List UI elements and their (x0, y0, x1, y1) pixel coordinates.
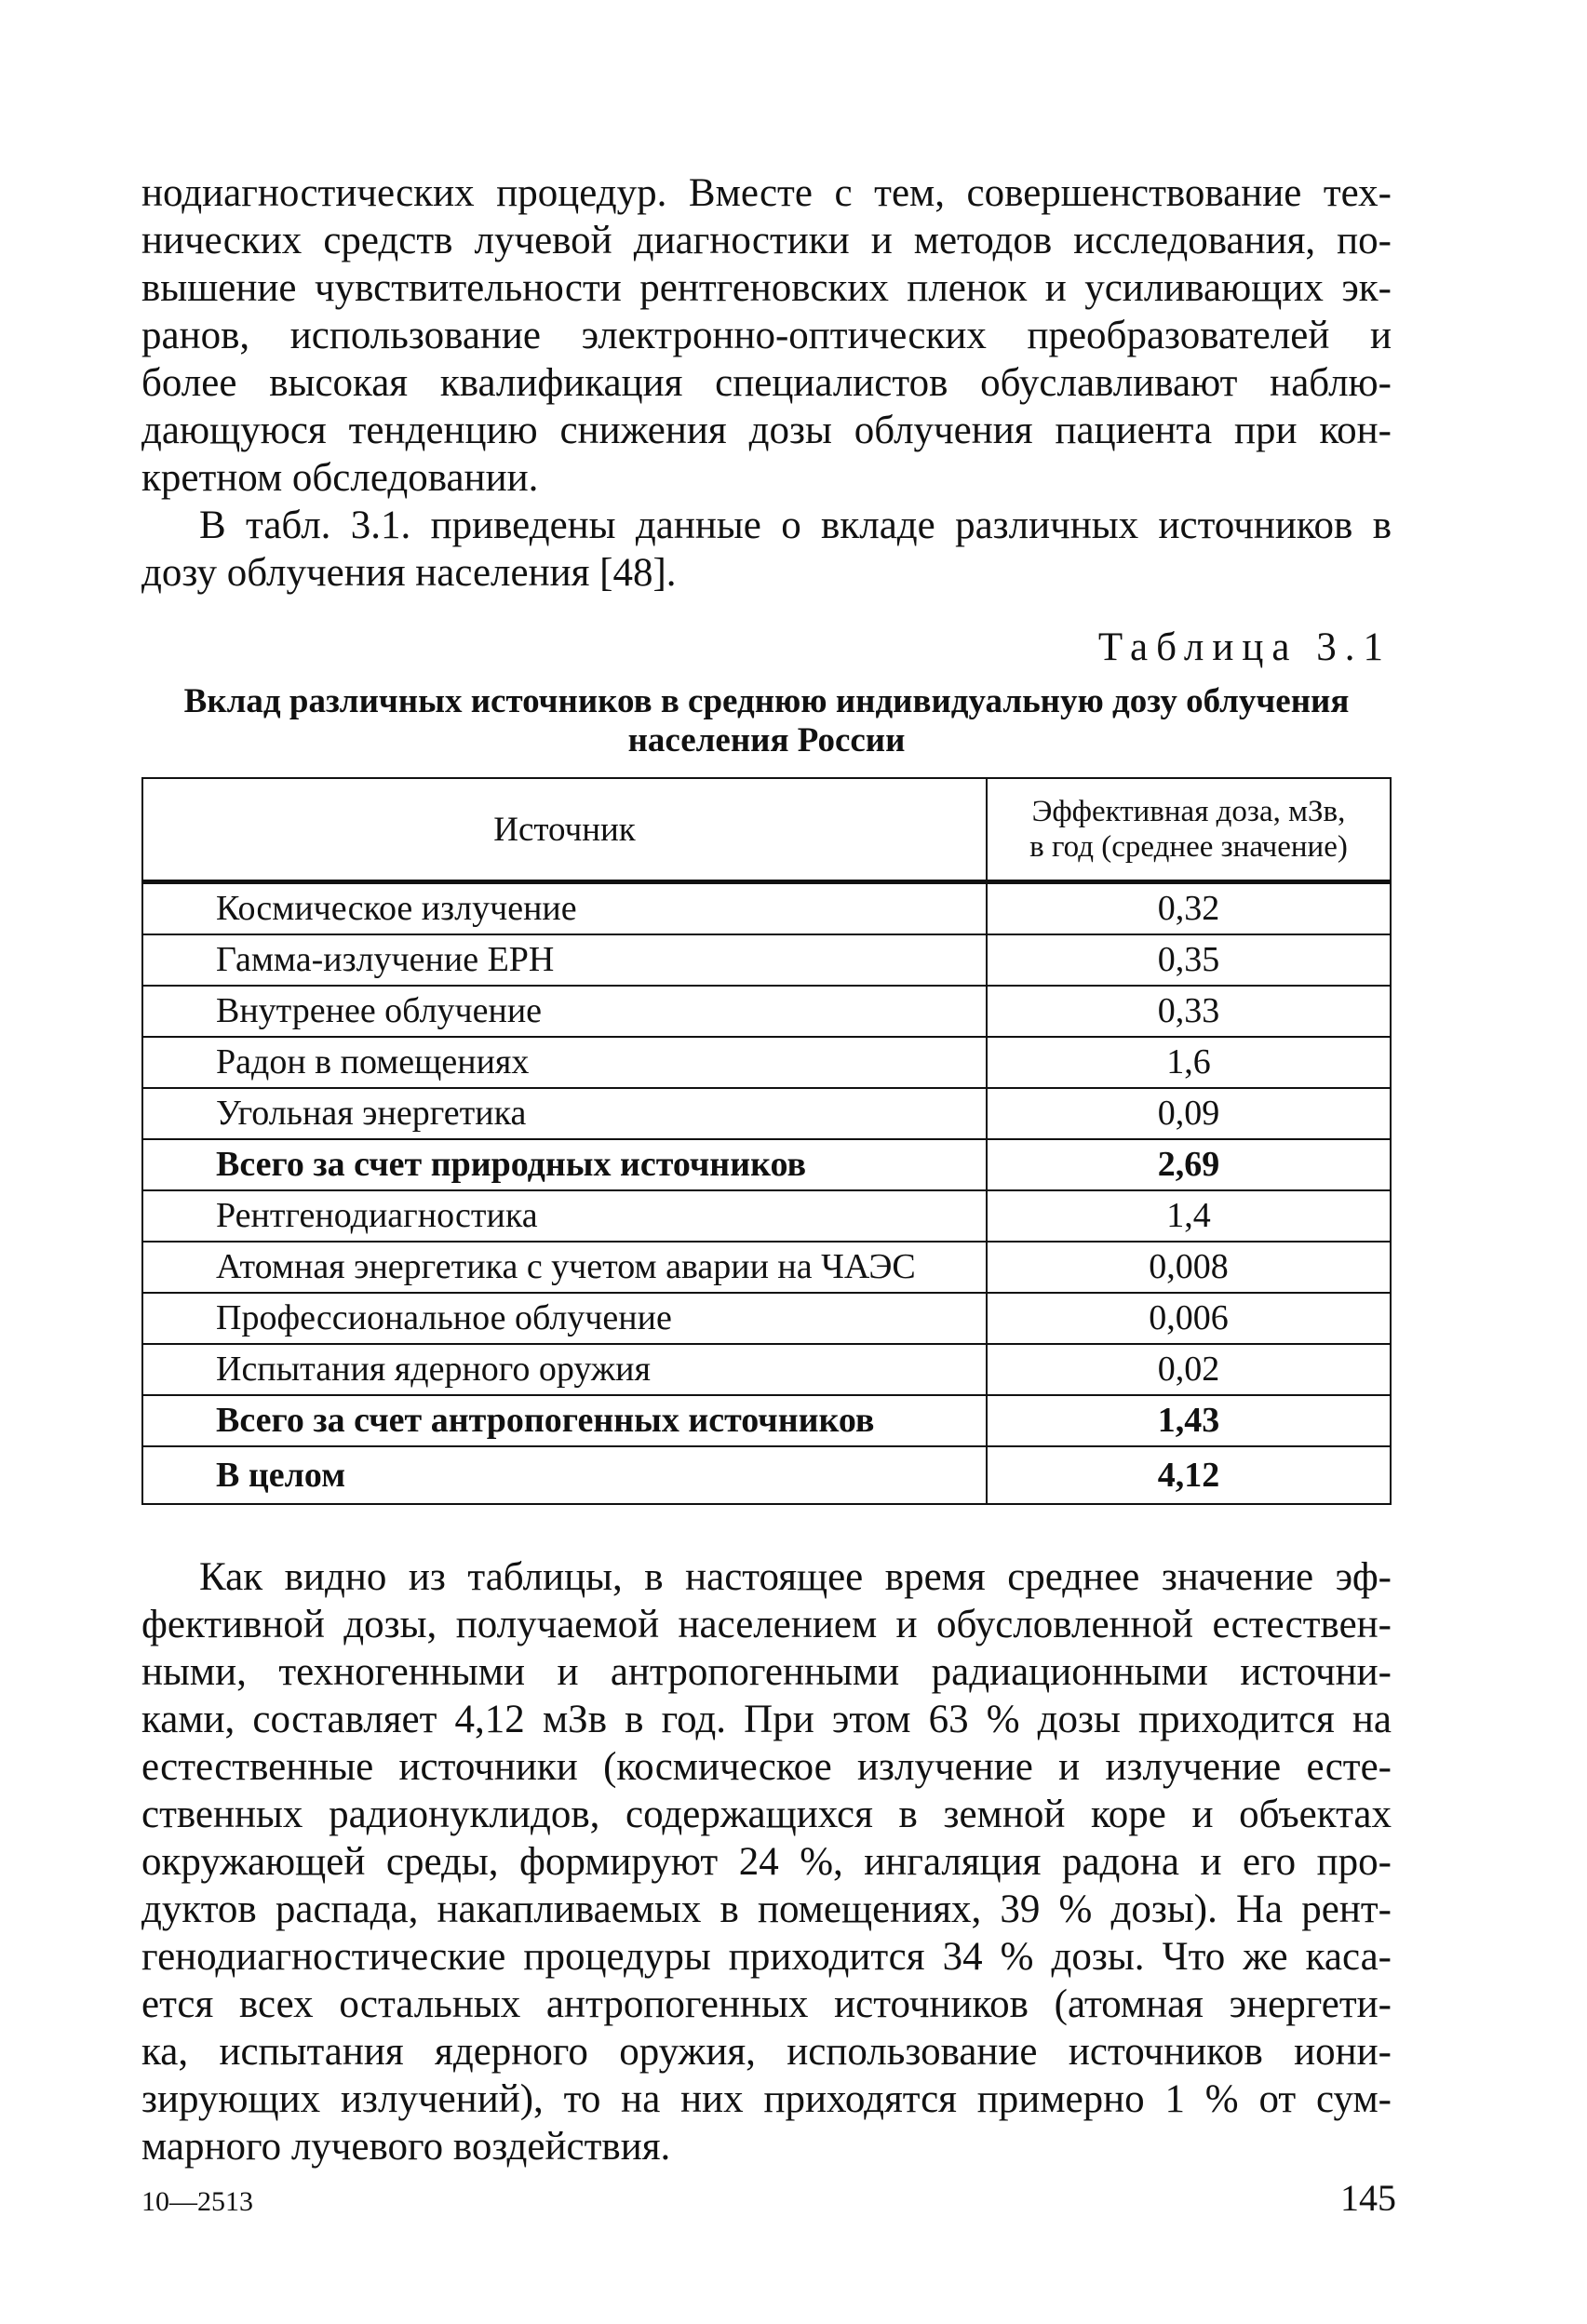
page-number: 145 (1340, 2177, 1396, 2219)
table-row (142, 1344, 1391, 1395)
table-row (142, 1037, 1391, 1088)
table-title-line: Вклад различных источников в среднюю индивидуальную дозу облучения (183, 682, 1350, 720)
body-paragraph (141, 1553, 1392, 2170)
dose-cell: 1,4 (987, 1190, 1391, 1242)
intro-paragraph (141, 169, 1392, 502)
dose-table (141, 777, 1392, 1505)
source-cell: Испытания ядерного оружия (142, 1344, 987, 1395)
dose-cell: 2,69 (987, 1139, 1391, 1190)
text-line: ется всех остальных антропогенных источников (атомная энергети- (141, 1982, 1392, 2026)
table-row (142, 1088, 1391, 1139)
text-line: ранов, использование электронно-оптических преобразователей и (141, 314, 1392, 357)
text-line: марного лучевого воздействия. (141, 2125, 671, 2169)
dose-cell: 4,12 (987, 1446, 1391, 1504)
text-line: ными, техногенными и антропогенными радиационными источни- (141, 1650, 1392, 1694)
table-title-line: населения России (627, 721, 906, 759)
text-line: ка, испытания ядерного оружия, использование источников иони- (141, 2030, 1392, 2074)
text-line: более высокая квалификация специалистов обуславливают наблю- (141, 361, 1392, 405)
text-line: дозу облучения населения [48]. (141, 551, 677, 595)
text-line: кретном обследовании. (141, 456, 539, 500)
subtotal-row-natural (142, 1139, 1391, 1190)
text-line: зирующих излучений), то на них приходятся примерно 1 % от сум- (141, 2077, 1392, 2121)
dose-cell: 1,43 (987, 1395, 1391, 1446)
text-line: окружающей среды, формируют 24 %, ингаляция радона и его про- (141, 1840, 1392, 1884)
table-row (142, 1190, 1391, 1242)
dose-cell: 0,09 (987, 1088, 1391, 1139)
source-cell: Атомная энергетика с учетом аварии на ЧАЭС (142, 1242, 987, 1293)
table-row (142, 1293, 1391, 1344)
text-line: нических средств лучевой диагностики и методов исследования, по- (141, 219, 1392, 262)
text-line: В табл. 3.1. приведены данные о вкладе различных источников в (199, 504, 1392, 547)
table-row (142, 1242, 1391, 1293)
dose-cell: 1,6 (987, 1037, 1391, 1088)
source-cell: Угольная энергетика (142, 1088, 987, 1139)
text-line: ками, составляет 4,12 мЗв в год. При этом 63 % дозы приходится на (141, 1698, 1392, 1741)
source-cell: Гамма-излучение ЕРН (142, 934, 987, 986)
column-header-source: Источник (142, 778, 987, 882)
text-line: дающуюся тенденцию снижения дозы облучения пациента при кон- (141, 409, 1392, 452)
dose-cell: 0,32 (987, 882, 1391, 935)
total-row (142, 1446, 1391, 1504)
page-content (141, 169, 1392, 2170)
text-line: вышение чувствительности рентгеновских пленок и усиливающих эк- (141, 266, 1392, 310)
source-cell: В целом (142, 1446, 987, 1504)
dose-cell: 0,33 (987, 986, 1391, 1037)
table-title (141, 682, 1392, 760)
dose-cell: 0,006 (987, 1293, 1391, 1344)
table-row (142, 986, 1391, 1037)
dose-cell: 0,35 (987, 934, 1391, 986)
text-line: нодиагностических процедур. Вместе с тем, совершенствование тех- (141, 171, 1392, 215)
source-cell: Всего за счет антропогенных источников (142, 1395, 987, 1446)
footer-signature-code: 10—2513 (141, 2186, 253, 2217)
table-header-row (142, 778, 1391, 882)
table-row (142, 882, 1391, 935)
column-header-dose-line: Эффективная доза, мЗв, (1031, 795, 1346, 828)
text-line: Как видно из таблицы, в настоящее время среднее значение эф- (199, 1555, 1392, 1599)
source-cell: Рентгенодиагностика (142, 1190, 987, 1242)
source-cell: Космическое излучение (142, 882, 987, 935)
dose-cell: 0,02 (987, 1344, 1391, 1395)
subtotal-row-anthropogenic (142, 1395, 1391, 1446)
text-line: генодиагностические процедуры приходится 34 % дозы. Что же каса- (141, 1935, 1392, 1979)
source-cell: Внутренее облучение (142, 986, 987, 1037)
table-row (142, 934, 1391, 986)
table-number: Таблица 3.1 (1097, 625, 1392, 669)
source-cell: Профессиональное облучение (142, 1293, 987, 1344)
table-reference-paragraph (141, 502, 1392, 597)
column-header-dose-line: в год (среднее значение) (1029, 830, 1348, 864)
text-line: фективной дозы, получаемой населением и обусловленной естествен- (141, 1603, 1392, 1646)
column-header-dose (987, 778, 1391, 882)
source-cell: Всего за счет природных источников (142, 1139, 987, 1190)
text-line: естественные источники (космическое излучение и излучение есте- (141, 1745, 1392, 1789)
source-cell: Радон в помещениях (142, 1037, 987, 1088)
text-line: дуктов распада, накапливаемых в помещениях, 39 % дозы). На рент- (141, 1887, 1392, 1931)
dose-cell: 0,008 (987, 1242, 1391, 1293)
text-line: ственных радионуклидов, содержащихся в земной коре и объектах (141, 1793, 1392, 1836)
